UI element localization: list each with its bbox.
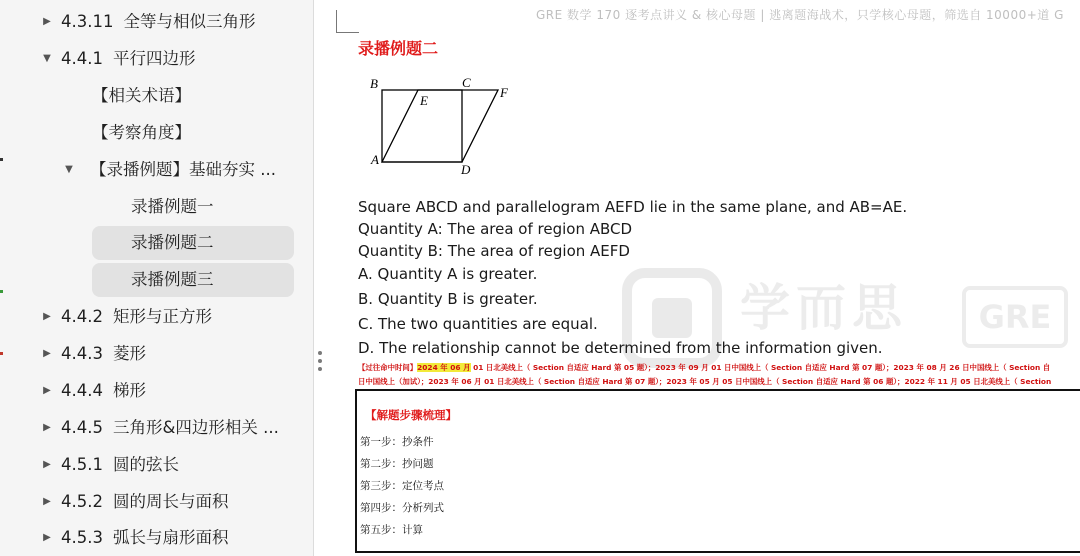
page-corner-mark xyxy=(336,10,359,33)
vertex-label-a: A xyxy=(371,152,379,167)
document-page xyxy=(322,0,1080,556)
toc-label: 矩形与正方形 xyxy=(112,307,212,326)
vertex-label-b: B xyxy=(370,76,378,91)
page-header-note: GRE 数学 170 逐考点讲义 & 核心母题 | 逃离题海战术，只学核心母题，筛选自 10000+道 G xyxy=(536,8,1064,22)
solution-step: 第四步：分析列式 xyxy=(360,502,444,514)
solution-step: 第二步：抄问题 xyxy=(360,458,434,470)
toc-number: 4.4.4 xyxy=(61,381,103,400)
toc-label: 菱形 xyxy=(112,344,146,363)
toc-label: 圆的弦长 xyxy=(112,455,179,474)
expand-arrow-icon[interactable]: ▶ xyxy=(43,385,51,396)
toc-number: 4.4.3 xyxy=(61,344,103,363)
toc-label: 【考察角度】 xyxy=(92,123,191,142)
toc-label: 弧长与扇形面积 xyxy=(112,528,229,547)
toc-label: 梯形 xyxy=(112,381,146,400)
expand-arrow-icon[interactable]: ▶ xyxy=(43,311,51,322)
solution-step: 第一步：抄条件 xyxy=(360,436,434,448)
option-b: B. Quantity B is greater. xyxy=(358,290,538,308)
quantity-a: Quantity A: The area of region ABCD xyxy=(358,220,633,238)
history-line-1 xyxy=(358,362,1050,373)
vertex-label-c: C xyxy=(462,75,471,90)
toc-label: 全等与相似三角形 xyxy=(123,12,256,31)
edge-mark xyxy=(0,352,3,355)
solution-step: 第五步：计算 xyxy=(360,524,423,536)
toc-label: 【录播例题】基础夯实 ... xyxy=(90,160,276,179)
solution-step: 第三步：定位考点 xyxy=(360,480,444,492)
toc-label: 录播例题一 xyxy=(131,197,214,216)
history-highlight: 2024 年 06 月 xyxy=(417,363,471,372)
collapse-arrow-icon[interactable]: ▼ xyxy=(65,164,73,175)
expand-arrow-icon[interactable]: ▶ xyxy=(43,532,51,543)
quantity-b: Quantity B: The area of region AEFD xyxy=(358,242,630,260)
option-c: C. The two quantities are equal. xyxy=(358,315,598,333)
option-d: D. The relationship cannot be determined from the information given. xyxy=(358,339,883,357)
question-stem: Square ABCD and parallelogram AEFD lie in the same plane, and AB=AE. xyxy=(358,198,908,216)
option-a: A. Quantity A is greater. xyxy=(358,265,538,283)
expand-arrow-icon[interactable]: ▶ xyxy=(43,16,51,27)
toc-label: 录播例题二 xyxy=(131,233,214,252)
watermark-badge: GRE xyxy=(962,286,1068,348)
toc-number: 4.5.3 xyxy=(61,528,103,547)
toc-number: 4.4.5 xyxy=(61,418,103,437)
vertex-label-f: F xyxy=(500,85,508,100)
solution-title: 【解题步骤梳理】 xyxy=(365,408,457,422)
expand-arrow-icon[interactable]: ▶ xyxy=(43,348,51,359)
history-line-2: 日中国线上（加试）；2023 年 06 月 01 日北美线上（ Section 自适应 Hard 第 07 题）；2023 年 05 月 05 日中国线上（ Section 自适应 Hard 第 06 题）；2022 年 11 月 05 日北美线上（ Section xyxy=(358,377,1052,386)
toc-label: 圆的周长与面积 xyxy=(112,492,229,511)
vertex-label-d: D xyxy=(461,162,471,177)
history-label: 【过往命中时间】 xyxy=(358,363,418,372)
table-of-contents-sidebar xyxy=(0,0,314,556)
expand-arrow-icon[interactable]: ▶ xyxy=(43,422,51,433)
vertex-label-e: E xyxy=(420,93,428,108)
toc-label: 【相关术语】 xyxy=(92,86,191,105)
square-parallelogram-figure xyxy=(366,70,526,180)
history-text: 01 日北美线上（ Section 自适应 Hard 第 05 题）；2023 年 09 月 01 日中国线上（ Section 自适应 Hard 第 07 题）；2023 年 08 月 26 日中国线上（ Section 自 xyxy=(470,363,1051,372)
edge-mark xyxy=(0,158,3,161)
edge-mark xyxy=(0,290,3,293)
toc-label: 录播例题三 xyxy=(131,270,214,289)
collapse-arrow-icon[interactable]: ▼ xyxy=(43,53,51,64)
toc-number: 4.5.2 xyxy=(61,492,103,511)
toc-label: 平行四边形 xyxy=(112,49,196,68)
solution-steps-box xyxy=(355,389,1080,553)
toc-label: 三角形&四边形相关 ... xyxy=(112,418,279,437)
toc-number: 4.4.1 xyxy=(61,49,103,68)
watermark-brand: 学而思 xyxy=(740,279,908,337)
example-title: 录播例题二 xyxy=(358,39,439,58)
expand-arrow-icon[interactable]: ▶ xyxy=(43,496,51,507)
toc-number: 4.4.2 xyxy=(61,307,103,326)
expand-arrow-icon[interactable]: ▶ xyxy=(43,459,51,470)
toc-number: 4.3.11 xyxy=(61,12,114,31)
toc-number: 4.5.1 xyxy=(61,455,103,474)
